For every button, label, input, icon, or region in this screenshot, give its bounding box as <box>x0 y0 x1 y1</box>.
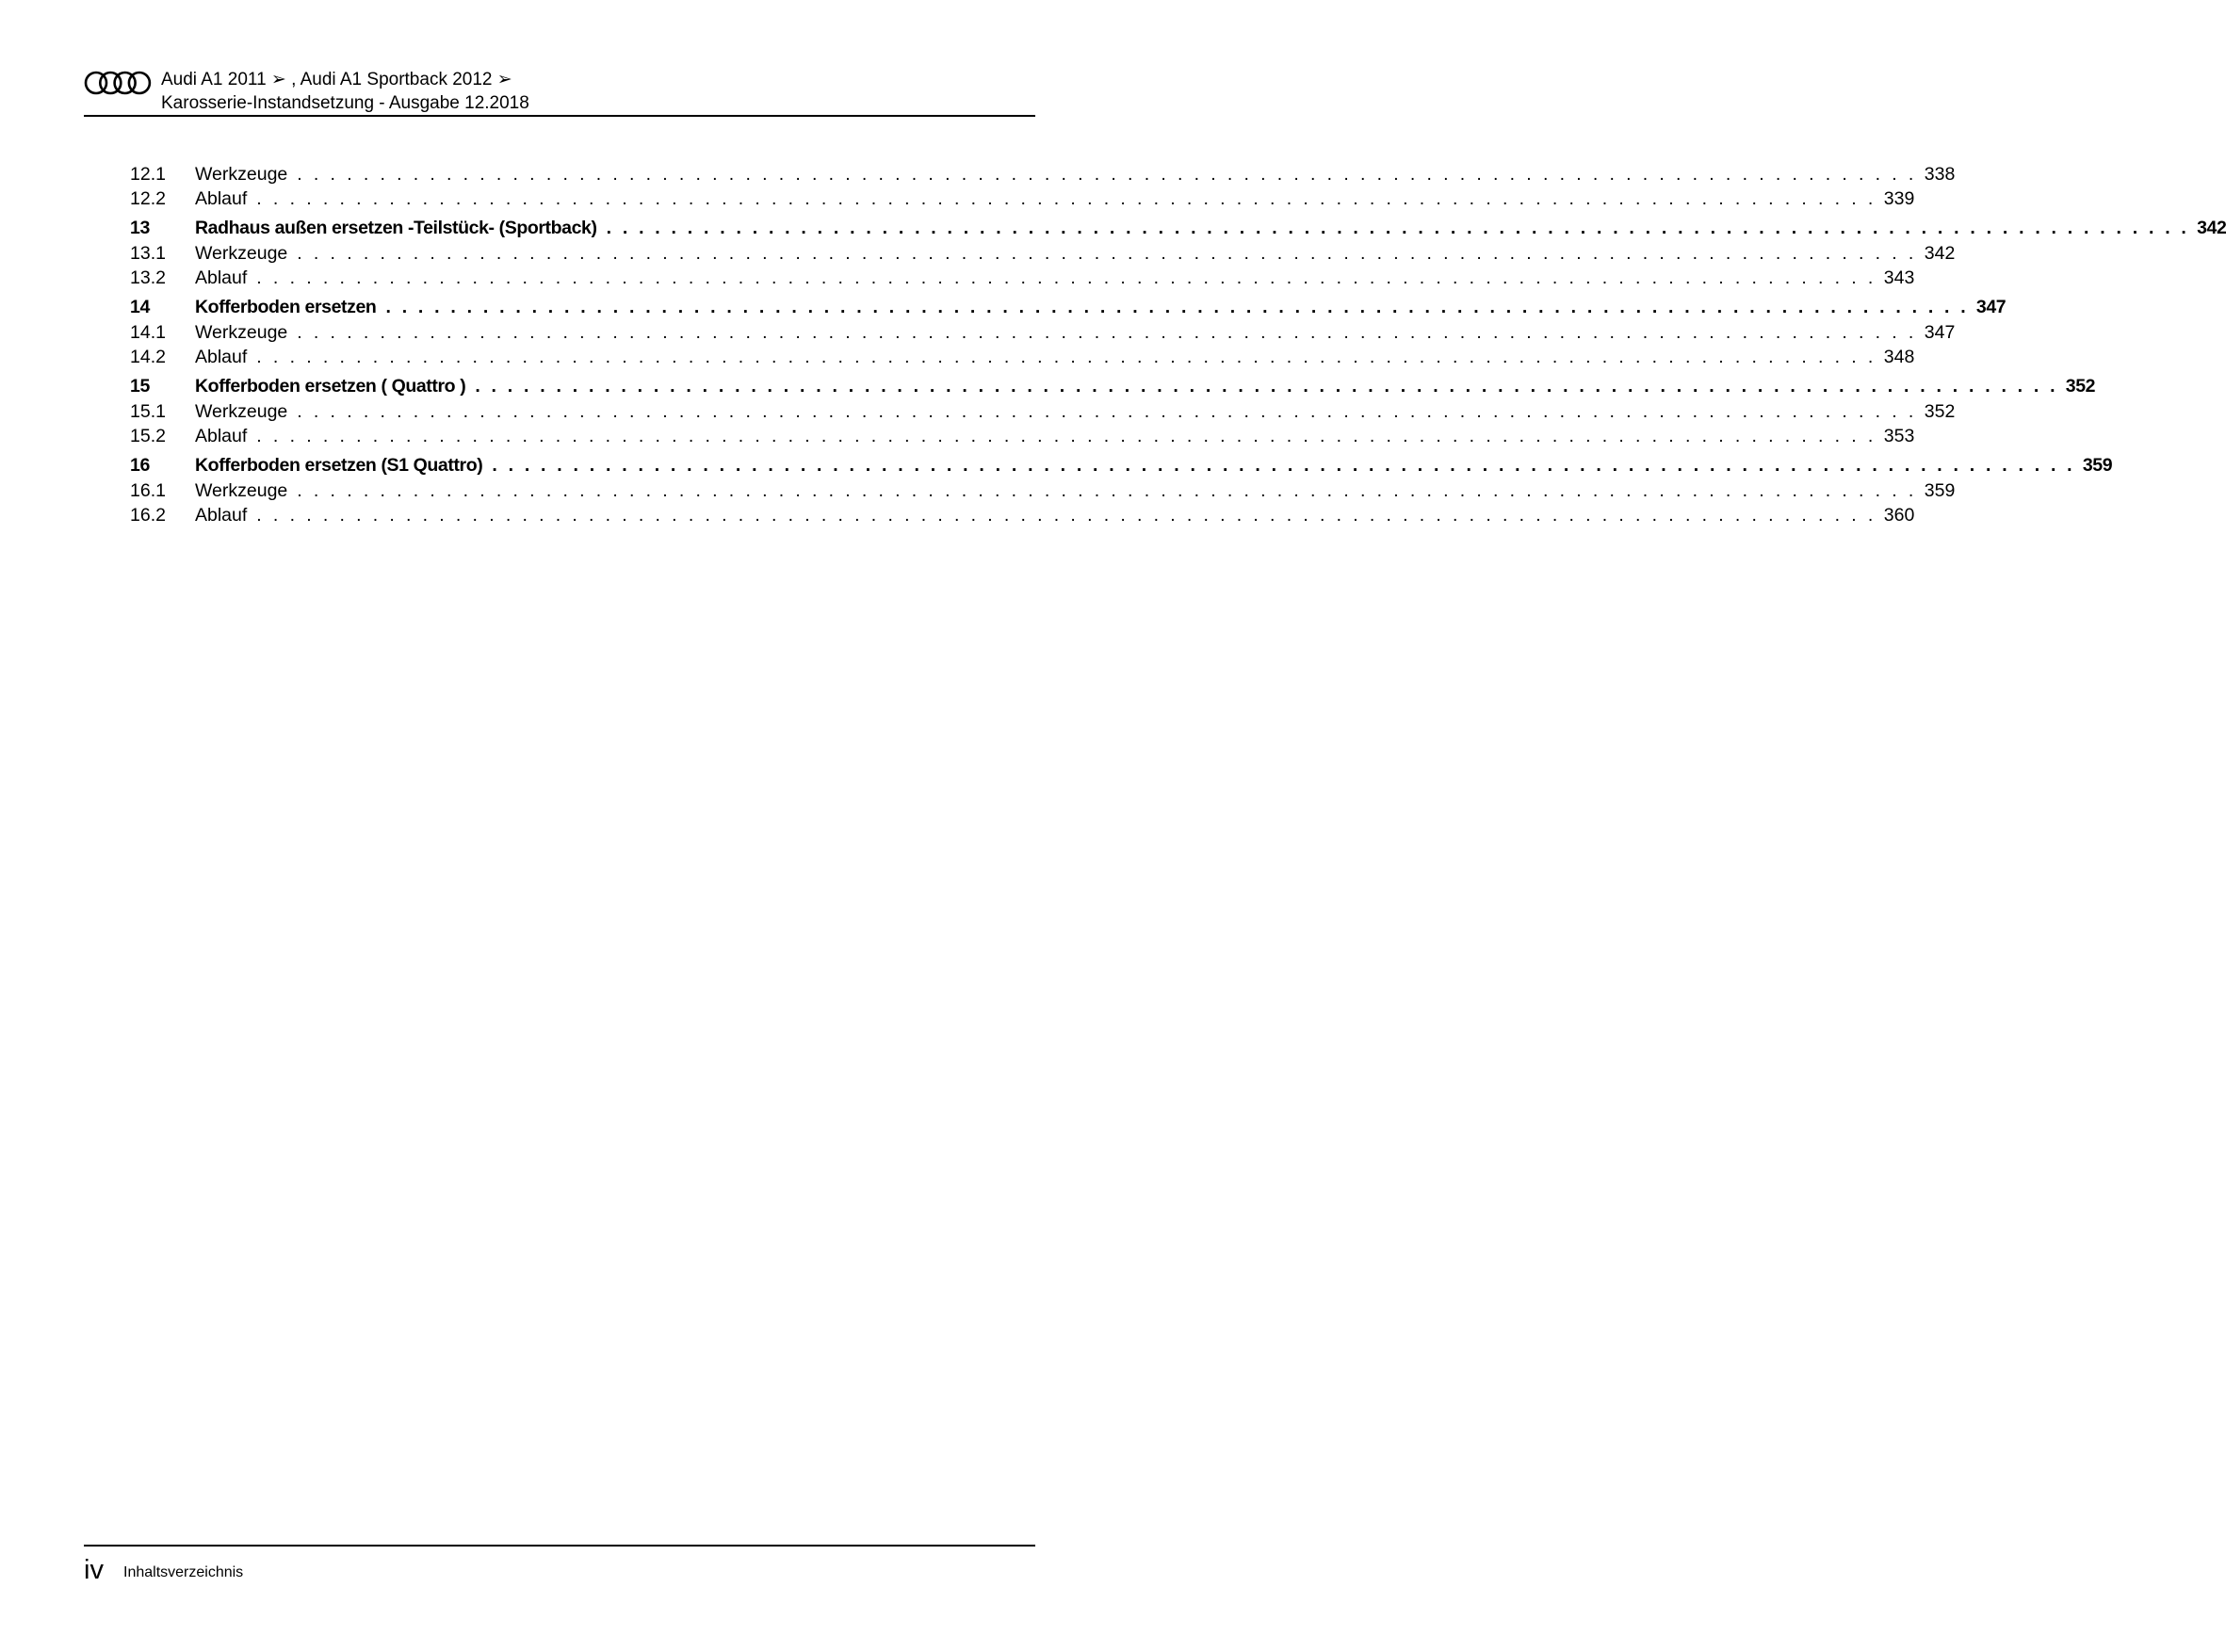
toc-entry-title: Werkzeuge <box>195 320 297 345</box>
toc-section-entry[interactable] <box>130 399 1956 424</box>
toc-entry-line <box>195 374 2096 399</box>
toc-entry-title: Ablauf <box>195 266 256 290</box>
toc-entry-page: 359 <box>1917 478 1956 503</box>
toc-entry-page: 359 <box>2075 453 2112 478</box>
toc-section-entry[interactable] <box>130 478 1956 503</box>
toc-dot-leader: . . . . . . . . . . . . . . . . . . . . . . . . . . . . . . . . . . . . . . . . . . . . . . . . . . . . . . . . . . . . . . . . . . . . . . . . . . . . . . . . . . . . . . . . . . . . . . . . . . <box>606 218 2190 238</box>
toc-entry-line <box>195 266 1915 290</box>
toc-entry-number: 13.2 <box>130 267 166 288</box>
toc-section-entry[interactable] <box>130 186 1915 211</box>
toc-entry-title: Werkzeuge <box>195 478 297 503</box>
header-line-2: Karosserie-Instandsetzung - Ausgabe 12.2018 <box>161 93 529 113</box>
toc-entry-number: 13.1 <box>130 243 166 264</box>
toc-entry-title: Kofferboden ersetzen (S1 Quattro) <box>195 453 492 478</box>
toc-entry-line <box>195 453 2113 478</box>
toc-entry-number: 14 <box>130 297 150 317</box>
toc-dot-leader: . . . . . . . . . . . . . . . . . . . . . . . . . . . . . . . . . . . . . . . . . . . . . . . . . . . . . . . . . . . . . . . . . . . . . . . . . . . . . . . . . . . . . . . . . . . . . . . . . . <box>385 297 1969 317</box>
toc-entry-number: 12.2 <box>130 188 166 209</box>
toc-chapter-entry[interactable] <box>130 374 2096 399</box>
toc-entry-title: Werkzeuge <box>195 399 297 424</box>
toc-entry-page: 347 <box>1917 320 1956 345</box>
toc-dot-leader: . . . . . . . . . . . . . . . . . . . . . . . . . . . . . . . . . . . . . . . . . . . . . . . . . . . . . . . . . . . . . . . . . . . . . . . . . . . . . . . . . . . . . . . . . . . . . . . . . . <box>475 376 2058 397</box>
toc-dot-leader: . . . . . . . . . . . . . . . . . . . . . . . . . . . . . . . . . . . . . . . . . . . . . . . . . . . . . . . . . . . . . . . . . . . . . . . . . . . . . . . . . . . . . . . . . . . . . . . . . . <box>297 164 1917 185</box>
toc-entry-page: 352 <box>1917 399 1956 424</box>
toc-entry-title: Ablauf <box>195 186 256 211</box>
toc-dot-leader: . . . . . . . . . . . . . . . . . . . . . . . . . . . . . . . . . . . . . . . . . . . . . . . . . . . . . . . . . . . . . . . . . . . . . . . . . . . . . . . . . . . . . . . . . . . . . . . . . . <box>256 505 1877 526</box>
toc-section-entry[interactable] <box>130 241 1956 266</box>
toc-entry-line <box>195 216 2226 241</box>
toc-dot-leader: . . . . . . . . . . . . . . . . . . . . . . . . . . . . . . . . . . . . . . . . . . . . . . . . . . . . . . . . . . . . . . . . . . . . . . . . . . . . . . . . . . . . . . . . . . . . . . . . . . <box>297 243 1917 264</box>
toc-section-entry[interactable] <box>130 424 1915 448</box>
audi-rings-icon <box>84 70 152 96</box>
toc-entry-number: 16.2 <box>130 505 166 526</box>
toc-entry-title: Ablauf <box>195 345 256 369</box>
toc-section-entry[interactable] <box>130 345 1915 369</box>
toc-entry-title: Ablauf <box>195 503 256 527</box>
toc-dot-leader: . . . . . . . . . . . . . . . . . . . . . . . . . . . . . . . . . . . . . . . . . . . . . . . . . . . . . . . . . . . . . . . . . . . . . . . . . . . . . . . . . . . . . . . . . . . . . . . . . . <box>297 480 1917 501</box>
toc-entry-number: 14.2 <box>130 347 166 367</box>
page-number: iv <box>84 1555 104 1585</box>
toc-dot-leader: . . . . . . . . . . . . . . . . . . . . . . . . . . . . . . . . . . . . . . . . . . . . . . . . . . . . . . . . . . . . . . . . . . . . . . . . . . . . . . . . . . . . . . . . . . . . . . . . . . <box>297 322 1917 343</box>
toc-entry-page: 342 <box>2189 216 2226 241</box>
toc-entry-page: 348 <box>1877 345 1915 369</box>
toc-entry-number: 13 <box>130 218 150 238</box>
toc-entry-line <box>195 295 2007 320</box>
toc-dot-leader: . . . . . . . . . . . . . . . . . . . . . . . . . . . . . . . . . . . . . . . . . . . . . . . . . . . . . . . . . . . . . . . . . . . . . . . . . . . . . . . . . . . . . . . . . . . . . . . . . . <box>297 401 1917 422</box>
toc-entry-page: 342 <box>1917 241 1956 266</box>
toc-entry-line <box>195 186 1915 211</box>
toc-entry-number: 16 <box>130 455 150 476</box>
toc-chapter-entry[interactable] <box>130 295 2007 320</box>
table-of-contents <box>130 162 2226 527</box>
toc-entry-line <box>195 478 1956 503</box>
toc-entry-line <box>195 162 1956 186</box>
toc-chapter-entry[interactable] <box>130 453 2113 478</box>
toc-dot-leader: . . . . . . . . . . . . . . . . . . . . . . . . . . . . . . . . . . . . . . . . . . . . . . . . . . . . . . . . . . . . . . . . . . . . . . . . . . . . . . . . . . . . . . . . . . . . . . . . . . <box>492 455 2075 476</box>
toc-entry-title: Kofferboden ersetzen ( Quattro ) <box>195 374 475 399</box>
toc-entry-line <box>195 320 1956 345</box>
toc-dot-leader: . . . . . . . . . . . . . . . . . . . . . . . . . . . . . . . . . . . . . . . . . . . . . . . . . . . . . . . . . . . . . . . . . . . . . . . . . . . . . . . . . . . . . . . . . . . . . . . . . . <box>256 426 1877 446</box>
toc-entry-title: Werkzeuge <box>195 162 297 186</box>
toc-section-entry[interactable] <box>130 266 1915 290</box>
toc-entry-page: 338 <box>1917 162 1956 186</box>
toc-entry-page: 353 <box>1877 424 1915 448</box>
toc-entry-line <box>195 345 1915 369</box>
toc-entry-number: 15.1 <box>130 401 166 422</box>
footer-section-label: Inhaltsverzeichnis <box>123 1564 244 1580</box>
toc-entry-number: 14.1 <box>130 322 166 343</box>
toc-entry-page: 347 <box>1969 295 2006 320</box>
toc-entry-page: 343 <box>1877 266 1915 290</box>
toc-entry-title: Kofferboden ersetzen <box>195 295 385 320</box>
toc-entry-page: 360 <box>1877 503 1915 527</box>
toc-section-entry[interactable] <box>130 320 1956 345</box>
toc-entry-line <box>195 399 1956 424</box>
toc-entry-line <box>195 503 1915 527</box>
header-title <box>161 68 529 115</box>
toc-entry-line <box>195 424 1915 448</box>
toc-entry-title: Radhaus außen ersetzen -Teilstück- (Sportback) <box>195 216 607 241</box>
header-line-1: Audi A1 2011 ➢ , Audi A1 Sportback 2012 ➢ <box>161 70 512 89</box>
toc-entry-line <box>195 241 1956 266</box>
toc-entry-page: 352 <box>2058 374 2095 399</box>
toc-entry-number: 15 <box>130 376 150 397</box>
toc-dot-leader: . . . . . . . . . . . . . . . . . . . . . . . . . . . . . . . . . . . . . . . . . . . . . . . . . . . . . . . . . . . . . . . . . . . . . . . . . . . . . . . . . . . . . . . . . . . . . . . . . . <box>256 188 1877 209</box>
toc-entry-number: 15.2 <box>130 426 166 446</box>
toc-entry-page: 339 <box>1877 186 1915 211</box>
toc-chapter-entry[interactable] <box>130 216 2226 241</box>
toc-dot-leader: . . . . . . . . . . . . . . . . . . . . . . . . . . . . . . . . . . . . . . . . . . . . . . . . . . . . . . . . . . . . . . . . . . . . . . . . . . . . . . . . . . . . . . . . . . . . . . . . . . <box>256 347 1877 367</box>
toc-section-entry[interactable] <box>130 503 1915 527</box>
page-header <box>84 66 1035 117</box>
toc-section-entry[interactable] <box>130 162 1956 186</box>
toc-entry-title: Ablauf <box>195 424 256 448</box>
page-footer <box>84 1545 1035 1585</box>
toc-entry-number: 16.1 <box>130 480 166 501</box>
toc-entry-title: Werkzeuge <box>195 241 297 266</box>
toc-dot-leader: . . . . . . . . . . . . . . . . . . . . . . . . . . . . . . . . . . . . . . . . . . . . . . . . . . . . . . . . . . . . . . . . . . . . . . . . . . . . . . . . . . . . . . . . . . . . . . . . . . <box>256 267 1877 288</box>
toc-entry-number: 12.1 <box>130 164 166 185</box>
